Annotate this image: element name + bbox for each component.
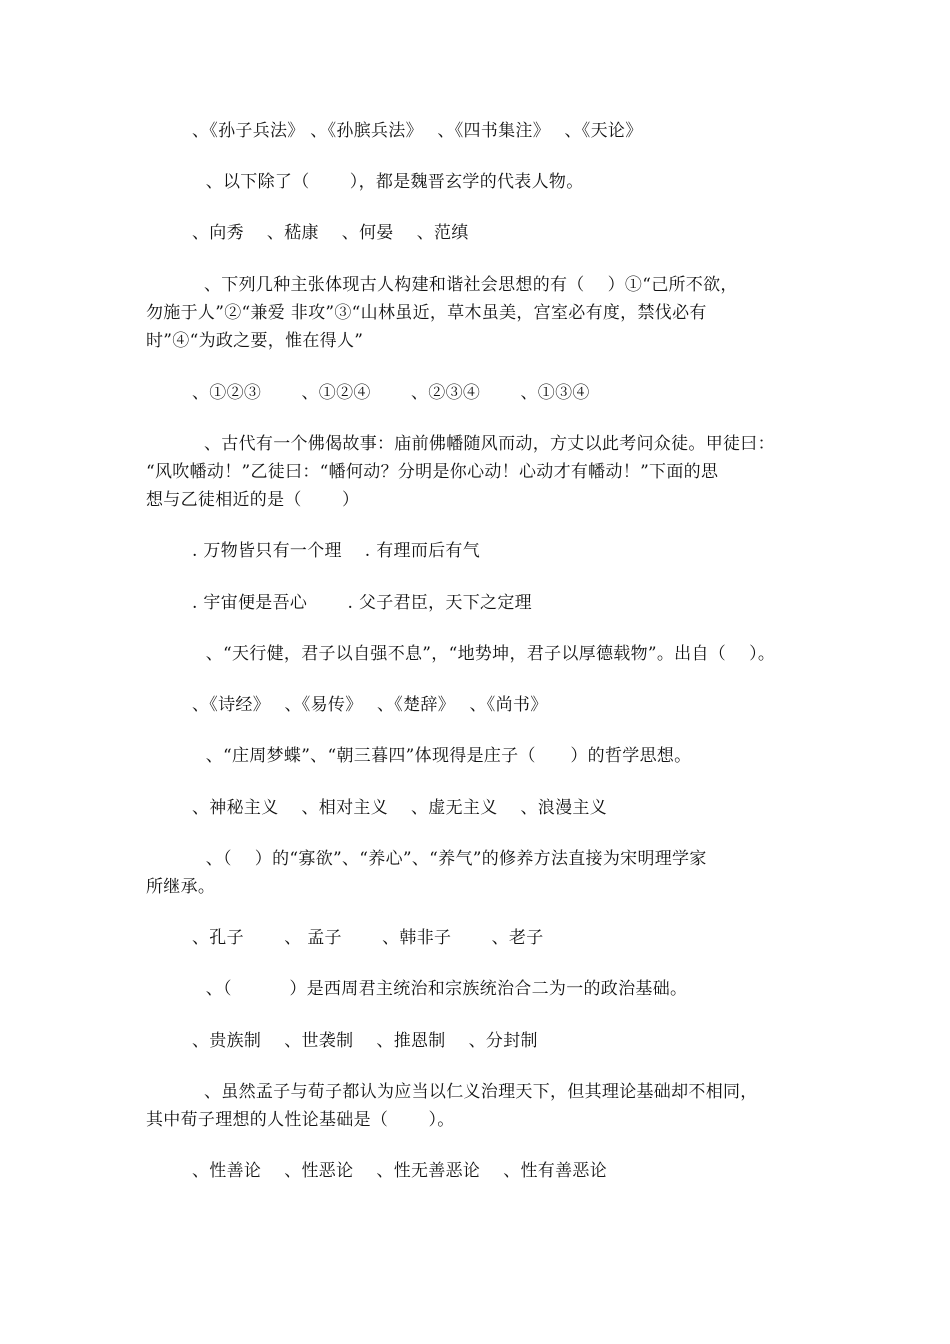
options-banner-cd: . 宇宙便是吾心 . 父子君臣，天下之定理 [192, 593, 532, 613]
question-harmonious-society-line1: 、下列几种主张体现古人构建和谐社会思想的有（ ）①“己所不欲， [204, 275, 738, 295]
question-xunzi-line2: 其中荀子理想的人性论基础是（ ）。 [146, 1110, 455, 1130]
question-tianxingjian: 、“天行健，君子以自强不息”，“地势坤，君子以厚德载物”。出自（ ）。 [200, 644, 776, 664]
options-tianxingjian: 、《诗经》 、《易传》 、《楚辞》 、《尚书》 [192, 695, 548, 715]
question-xunzi-line1: 、虽然孟子与荀子都认为应当以仁义治理天下，但其理论基础却不相同， [204, 1082, 758, 1102]
question-western-zhou: 、（ ）是西周君主统治和宗族统治合二为一的政治基础。 [200, 979, 688, 999]
question-harmonious-society-line2: 勿施于人”②“兼爱 非攻”③“山林虽近，草木虽美，宫室必有度，禁伐必有 [146, 303, 707, 323]
options-harmonious-society: 、①②③ 、①②④ 、②③④ 、①③④ [192, 383, 590, 403]
options-xunzi: 、性善论 、性恶论 、性无善恶论 、性有善恶论 [192, 1161, 608, 1181]
question-harmonious-society-line3: 时”④“为政之要，惟在得人” [146, 331, 364, 351]
question-banner-line2: “风吹幡动！”乙徒曰：“幡何动？分明是你心动！心动才有幡动！”下面的思 [146, 462, 719, 482]
question-weijin-xuanxue: 、以下除了（ ），都是魏晋玄学的代表人物。 [200, 172, 584, 192]
options-banner-ab: . 万物皆只有一个理 . 有理而后有气 [192, 541, 481, 561]
options-books: 、《孙子兵法》 、《孙膑兵法》 、《四书集注》 、《天论》 [192, 121, 643, 141]
options-western-zhou: 、贵族制 、世袭制 、推恩制 、分封制 [192, 1031, 538, 1051]
options-zhuangzi: 、神秘主义 、相对主义 、虚无主义 、浪漫主义 [192, 798, 608, 818]
options-weijin-xuanxue: 、向秀 、嵇康 、何晏 、范缜 [192, 223, 469, 243]
question-banner-line1: 、古代有一个佛偈故事：庙前佛幡随风而动，方丈以此考问众徒。甲徒曰： [204, 434, 775, 454]
question-banner-line3: 想与乙徒相近的是（ ） [146, 490, 360, 510]
question-cultivation-line1: 、（ ）的“寡欲”、“养心”、“养气”的修养方法直接为宋明理学家 [200, 849, 707, 869]
question-cultivation-line2: 所继承。 [146, 877, 216, 897]
options-cultivation: 、孔子 、 孟子 、韩非子 、老子 [192, 928, 544, 948]
question-zhuangzi: 、“庄周梦蝶”、“朝三暮四”体现得是庄子（ ）的哲学思想。 [200, 746, 692, 766]
